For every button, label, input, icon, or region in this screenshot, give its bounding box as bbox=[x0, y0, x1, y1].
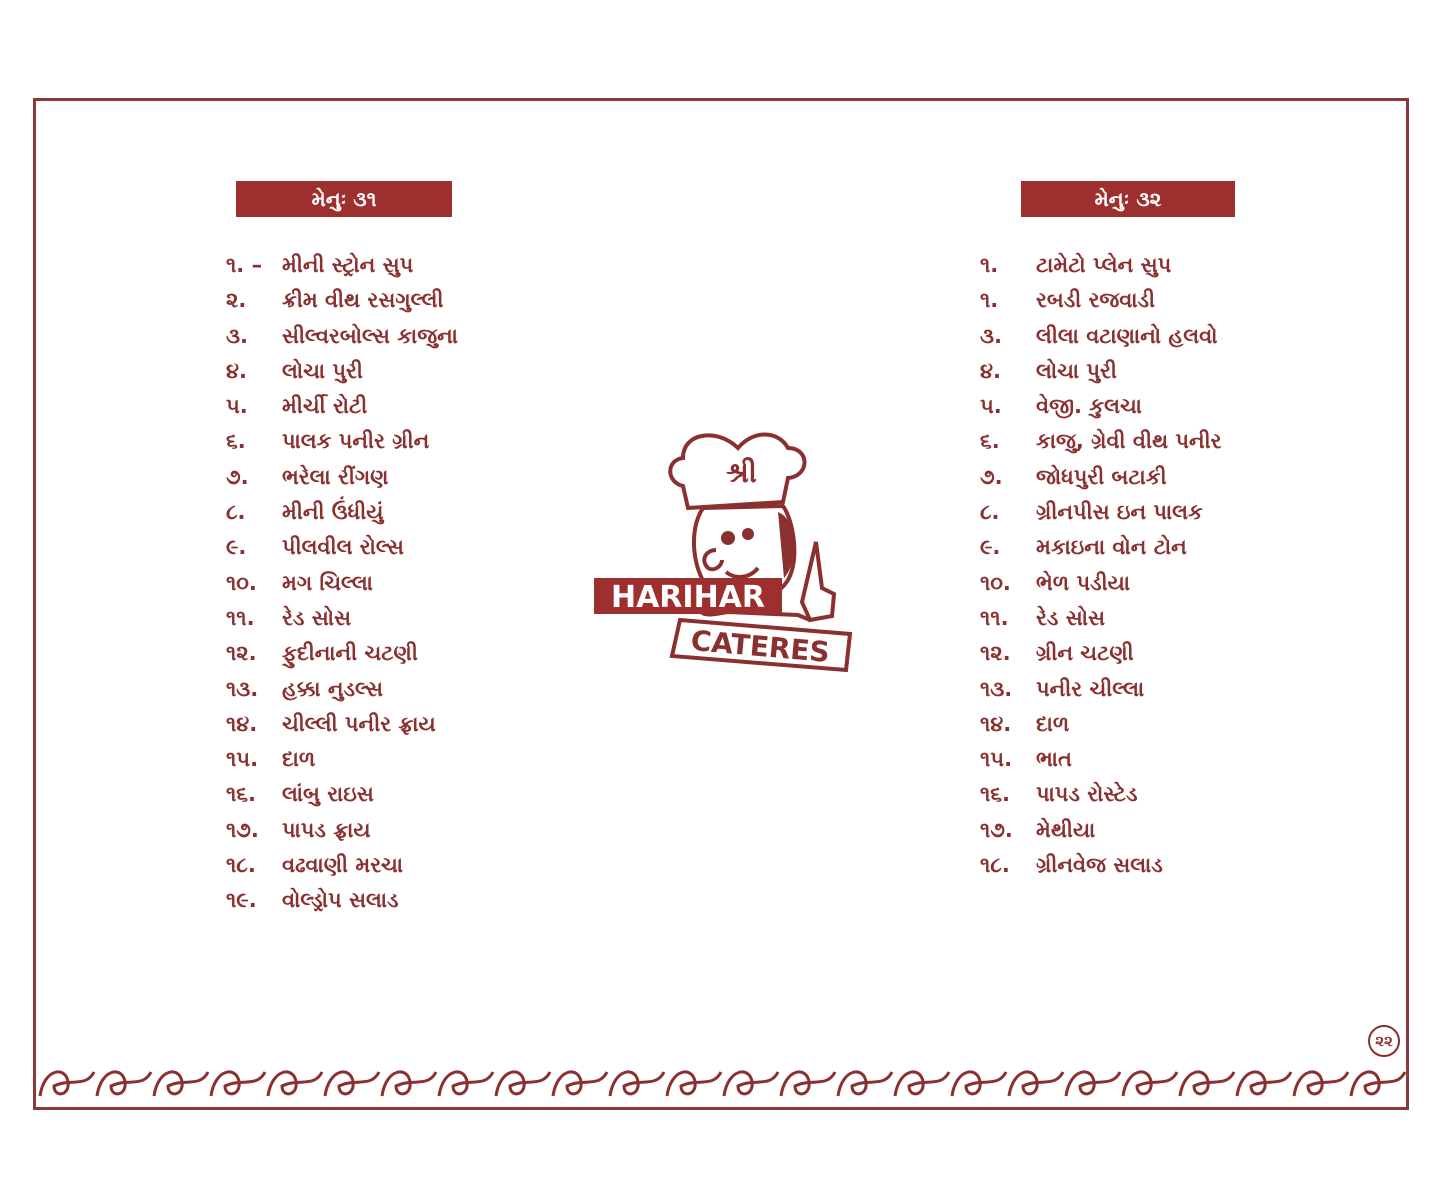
border-swirl bbox=[1066, 1072, 1120, 1096]
menu-item bbox=[226, 672, 458, 707]
border-swirl bbox=[268, 1072, 322, 1096]
border-swirl bbox=[553, 1072, 607, 1096]
menu-item-number: ૮. bbox=[980, 500, 1000, 525]
menu-item-name: લાંબુ રાઇસ bbox=[282, 782, 374, 807]
menu-item bbox=[980, 424, 1222, 459]
menu-item-list bbox=[980, 248, 1222, 883]
menu-item bbox=[226, 530, 458, 565]
menu-item-number: ૧૦. bbox=[980, 570, 1011, 595]
border-swirl bbox=[325, 1072, 379, 1096]
menu-item-name: પીલવીલ રોલ્સ bbox=[282, 535, 404, 560]
menu-item bbox=[226, 495, 458, 530]
menu-item-name: ચીલ્લી પનીર ફ્રાય bbox=[282, 711, 436, 736]
menu-item-name: પાપડ રોસ્ટેડ bbox=[1036, 782, 1138, 807]
menu-item-name: પાલક પનીર ગ્રીન bbox=[282, 429, 430, 454]
menu-item-list bbox=[226, 248, 458, 919]
menu-item-name: દાળ bbox=[282, 747, 316, 772]
menu-item bbox=[226, 460, 458, 495]
border-swirl bbox=[1294, 1072, 1348, 1096]
menu-item bbox=[226, 319, 458, 354]
menu-item bbox=[980, 389, 1222, 424]
menu-item-number: ૭. bbox=[980, 464, 1003, 489]
menu-header: મેનુઃ ૩૧ bbox=[236, 181, 452, 217]
menu-item-number: ૮. bbox=[226, 500, 246, 525]
menu-item-name: વેજી. કુલચા bbox=[1036, 394, 1142, 419]
menu-item-number: ૧૭. bbox=[980, 817, 1013, 842]
menu-item-name: કાજુ, ગ્રેવી વીથ પનીર bbox=[1036, 429, 1222, 454]
menu-item bbox=[980, 530, 1222, 565]
menu-item-number: ૧૬. bbox=[226, 782, 257, 807]
menu-item-name: વોલ્ડ્રોપ સલાડ bbox=[282, 888, 399, 913]
menu-item-number: ૯. bbox=[226, 535, 247, 560]
border-swirl bbox=[97, 1072, 151, 1096]
menu-item-name: મગ ચિલ્લા bbox=[282, 570, 373, 595]
menu-item-number: ૧૧. bbox=[226, 605, 255, 630]
menu-item-name: ભાત bbox=[1036, 747, 1072, 772]
border-swirl bbox=[610, 1072, 664, 1096]
menu-item-number: ૧૮. bbox=[980, 853, 1010, 878]
menu-item-number: ૧૮. bbox=[226, 853, 256, 878]
menu-item-name: વઢવાણી મરચા bbox=[282, 853, 404, 878]
menu-item-number: ૧૭. bbox=[226, 817, 259, 842]
menu-item bbox=[980, 813, 1222, 848]
menu-item-name: રેડ સોસ bbox=[1036, 605, 1105, 630]
menu-item bbox=[980, 777, 1222, 812]
border-swirl bbox=[439, 1072, 493, 1096]
menu-item-number: ૧. bbox=[980, 253, 999, 277]
menu-item-number: ૬. bbox=[980, 429, 1000, 454]
menu-item-name: ગ્રીનપીસ ઇન પાલક bbox=[1036, 500, 1203, 525]
menu-item-name: ફુદીનાની ચટણી bbox=[282, 641, 418, 666]
menu-item-name: લોચા પુરી bbox=[282, 358, 363, 383]
menu-item bbox=[226, 742, 458, 777]
border-swirl bbox=[154, 1072, 208, 1096]
menu-item bbox=[980, 742, 1222, 777]
menu-item bbox=[980, 566, 1222, 601]
menu-item bbox=[226, 777, 458, 812]
border-swirl bbox=[781, 1072, 835, 1096]
menu-item-number: ૨. bbox=[226, 288, 247, 313]
menu-item-number: ૧. – bbox=[226, 253, 263, 277]
menu-item-name: પનીર ચીલ્લા bbox=[1036, 676, 1145, 701]
menu-item bbox=[226, 566, 458, 601]
menu-item-number: ૯. bbox=[980, 535, 1001, 560]
menu-item-number: ૭. bbox=[226, 464, 249, 489]
menu-item bbox=[226, 424, 458, 459]
menu-item-number: ૫. bbox=[226, 394, 248, 419]
menu-item bbox=[226, 636, 458, 671]
logo-hat-text: શ્રી bbox=[726, 456, 757, 489]
border-swirl bbox=[952, 1072, 1006, 1096]
menu-item bbox=[226, 883, 458, 918]
menu-item bbox=[980, 848, 1222, 883]
menu-item-name: સીલ્વરબોલ્સ કાજુના bbox=[282, 323, 458, 348]
menu-item-number: ૧૪. bbox=[226, 711, 258, 736]
menu-item-number: ૪. bbox=[980, 358, 1001, 383]
border-swirl bbox=[838, 1072, 892, 1096]
menu-item bbox=[226, 389, 458, 424]
menu-item-number: ૧. bbox=[980, 288, 999, 313]
menu-item bbox=[980, 319, 1222, 354]
menu-item-number: ૧૪. bbox=[980, 711, 1012, 736]
harihar-chef-logo bbox=[588, 420, 868, 690]
menu-item bbox=[226, 601, 458, 636]
decorative-border bbox=[36, 1058, 1406, 1108]
menu-item-number: ૩. bbox=[980, 323, 1002, 348]
menu-item-name: જોધપુરી બટાકી bbox=[1036, 464, 1167, 489]
menu-item-name: પાપડ ફ્રાય bbox=[282, 817, 371, 842]
menu-item-name: મેથીયા bbox=[1036, 817, 1096, 842]
menu-item-name: ભરેલા રીંગણ bbox=[282, 464, 389, 489]
menu-item-number: ૧૦. bbox=[226, 570, 257, 595]
menu-item-name: લોચા પુરી bbox=[1036, 358, 1117, 383]
border-swirl bbox=[1123, 1072, 1177, 1096]
menu-item-number: ૧૩. bbox=[226, 676, 259, 701]
menu-item-name: લીલા વટાણાનો હલવો bbox=[1036, 323, 1218, 348]
menu-item-name: ક્રીમ વીથ રસગુલ્લી bbox=[282, 288, 444, 313]
menu-item bbox=[980, 460, 1222, 495]
menu-item bbox=[980, 707, 1222, 742]
menu-item-name: ગ્રીનવેજ સલાડ bbox=[1036, 853, 1163, 878]
menu-item-number: ૬. bbox=[226, 429, 246, 454]
menu-item-name: મકાઇના વોન ટોન bbox=[1036, 535, 1187, 560]
menu-item-number: ૧૧. bbox=[980, 605, 1009, 630]
border-swirl bbox=[382, 1072, 436, 1096]
menu-item bbox=[980, 672, 1222, 707]
logo-name-text: HARIHAR bbox=[610, 580, 766, 615]
border-swirl bbox=[895, 1072, 949, 1096]
border-swirl bbox=[496, 1072, 550, 1096]
menu-item-name: મીની સ્ટ્રોન સુપ bbox=[282, 253, 414, 277]
menu-item-name: મીની ઉંધીયું bbox=[282, 500, 384, 525]
menu-item-number: ૩. bbox=[226, 323, 248, 348]
menu-item-name: રેડ સોસ bbox=[282, 605, 351, 630]
border-swirl bbox=[40, 1072, 94, 1096]
page-number: ૨૨ bbox=[1368, 1025, 1400, 1057]
menu-item bbox=[980, 354, 1222, 389]
menu-item bbox=[980, 601, 1222, 636]
menu-item-name: મીર્ચી રોટી bbox=[282, 394, 368, 419]
menu-item-name: ટામેટો પ્લેન સુપ bbox=[1036, 253, 1172, 277]
menu-item bbox=[980, 248, 1222, 283]
menu-item bbox=[226, 354, 458, 389]
menu-item-name: ભેળ પડીયા bbox=[1036, 570, 1130, 595]
menu-item bbox=[980, 283, 1222, 318]
menu-item bbox=[980, 495, 1222, 530]
border-swirl bbox=[1351, 1072, 1405, 1096]
menu-item-number: ૧૫. bbox=[980, 747, 1013, 772]
menu-item-name: દાળ bbox=[1036, 711, 1070, 736]
menu-item-number: ૧૬. bbox=[980, 782, 1011, 807]
menu-item-number: ૫. bbox=[980, 394, 1002, 419]
border-swirl bbox=[211, 1072, 265, 1096]
menu-item bbox=[226, 848, 458, 883]
menu-item-number: ૧૫. bbox=[226, 747, 259, 772]
border-swirl bbox=[1009, 1072, 1063, 1096]
menu-item-name: રબડી રજવાડી bbox=[1036, 288, 1156, 313]
menu-header: મેનુઃ ૩૨ bbox=[1021, 181, 1235, 217]
border-swirl bbox=[1237, 1072, 1291, 1096]
menu-item-number: ૧૨. bbox=[980, 641, 1011, 666]
border-swirl bbox=[1180, 1072, 1234, 1096]
menu-item-name: હક્કા નુડલ્સ bbox=[282, 676, 383, 701]
menu-item bbox=[226, 707, 458, 742]
menu-item bbox=[226, 283, 458, 318]
logo-sub-text: CATERES bbox=[689, 624, 832, 670]
menu-item bbox=[226, 248, 458, 283]
menu-item-number: ૧૩. bbox=[980, 676, 1013, 701]
menu-item bbox=[226, 813, 458, 848]
menu-item-number: ૧૨. bbox=[226, 641, 257, 666]
menu-item bbox=[980, 636, 1222, 671]
menu-item-number: ૪. bbox=[226, 358, 247, 383]
border-swirl bbox=[667, 1072, 721, 1096]
menu-item-number: ૧૯. bbox=[226, 888, 257, 913]
menu-item-name: ગ્રીન ચટણી bbox=[1036, 641, 1134, 666]
border-swirl bbox=[724, 1072, 778, 1096]
